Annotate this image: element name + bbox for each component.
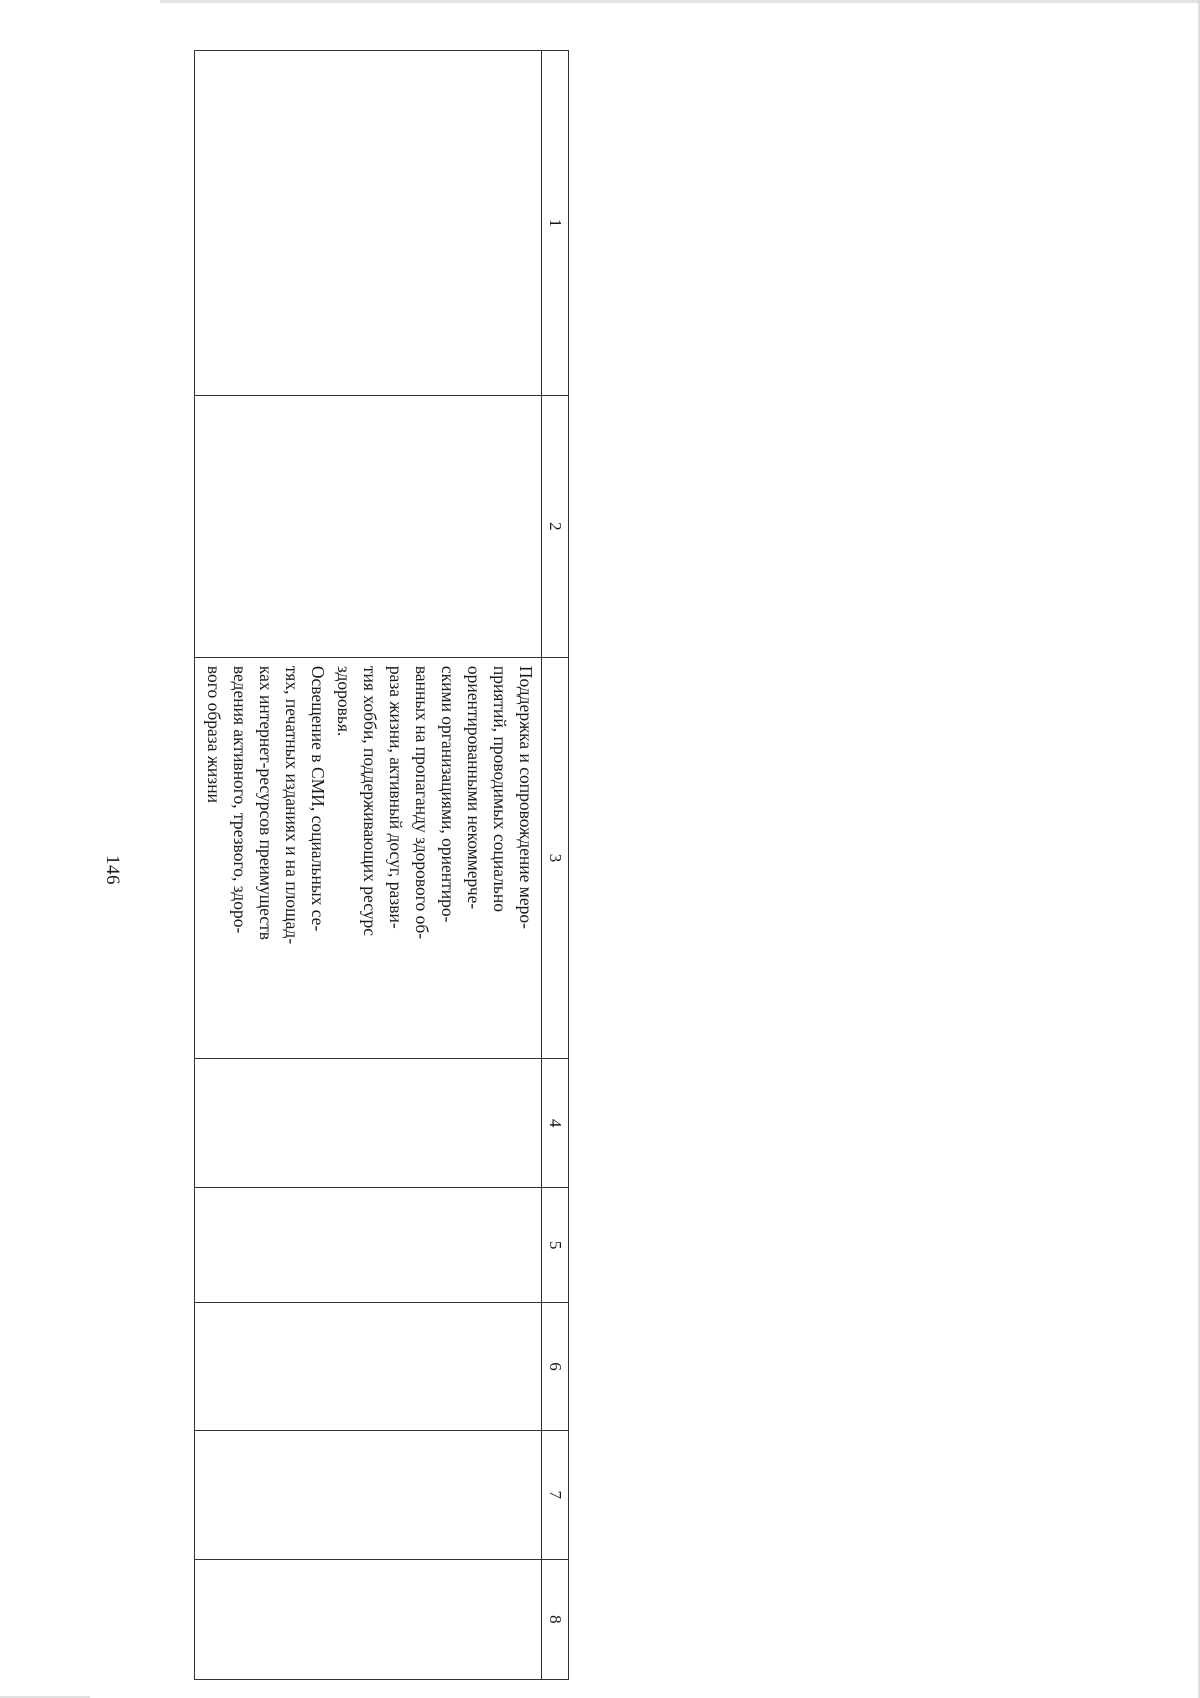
text-line: тях, печатных изданиях и на площад- <box>282 665 302 945</box>
header-col-7: 7 <box>542 1430 569 1559</box>
text-line: вого образа жизни <box>204 665 224 803</box>
text-line: раза жизни, активный досуг, разви- <box>386 665 406 929</box>
text-line: здоровья. <box>334 665 354 737</box>
text-line: приятий, проводимых социально <box>490 665 510 912</box>
cell-col-4 <box>195 1059 542 1188</box>
table-row <box>195 51 542 1680</box>
header-col-3: 3 <box>542 657 569 1058</box>
data-table <box>194 50 569 1680</box>
header-col-8: 8 <box>542 1559 569 1679</box>
text-line: тия хобби, поддерживающих ресурс <box>360 665 380 937</box>
text-line: Поддержка и сопровождение меро- <box>516 665 536 929</box>
header-col-1: 1 <box>542 51 569 396</box>
cell-col-2 <box>195 395 542 657</box>
header-col-2: 2 <box>542 395 569 657</box>
header-row <box>542 51 569 1680</box>
cell-col-8 <box>195 1559 542 1679</box>
text-line: Освещение в СМИ, социальных се- <box>308 665 328 932</box>
text-line: ведения активного, трезвого, здоро- <box>230 665 250 934</box>
scan-edge-top <box>160 0 1200 3</box>
cell-col-1 <box>195 51 542 396</box>
header-col-6: 6 <box>542 1303 569 1431</box>
cell-col-3-text <box>201 658 541 1058</box>
text-line: ках интернет-ресурсов преимуществ <box>256 665 276 941</box>
cell-col-3 <box>195 657 542 1058</box>
cell-col-6 <box>195 1303 542 1431</box>
header-col-5: 5 <box>542 1188 569 1303</box>
cell-col-5 <box>195 1188 542 1303</box>
text-line: ориентированными некоммерче- <box>464 665 484 910</box>
text-line: скими организациями, ориентиро- <box>438 665 458 923</box>
header-col-4: 4 <box>542 1059 569 1188</box>
text-line: ванных на пропаганду здорового об- <box>412 665 432 940</box>
cell-col-7 <box>195 1430 542 1559</box>
page-number: 146 <box>102 855 123 885</box>
